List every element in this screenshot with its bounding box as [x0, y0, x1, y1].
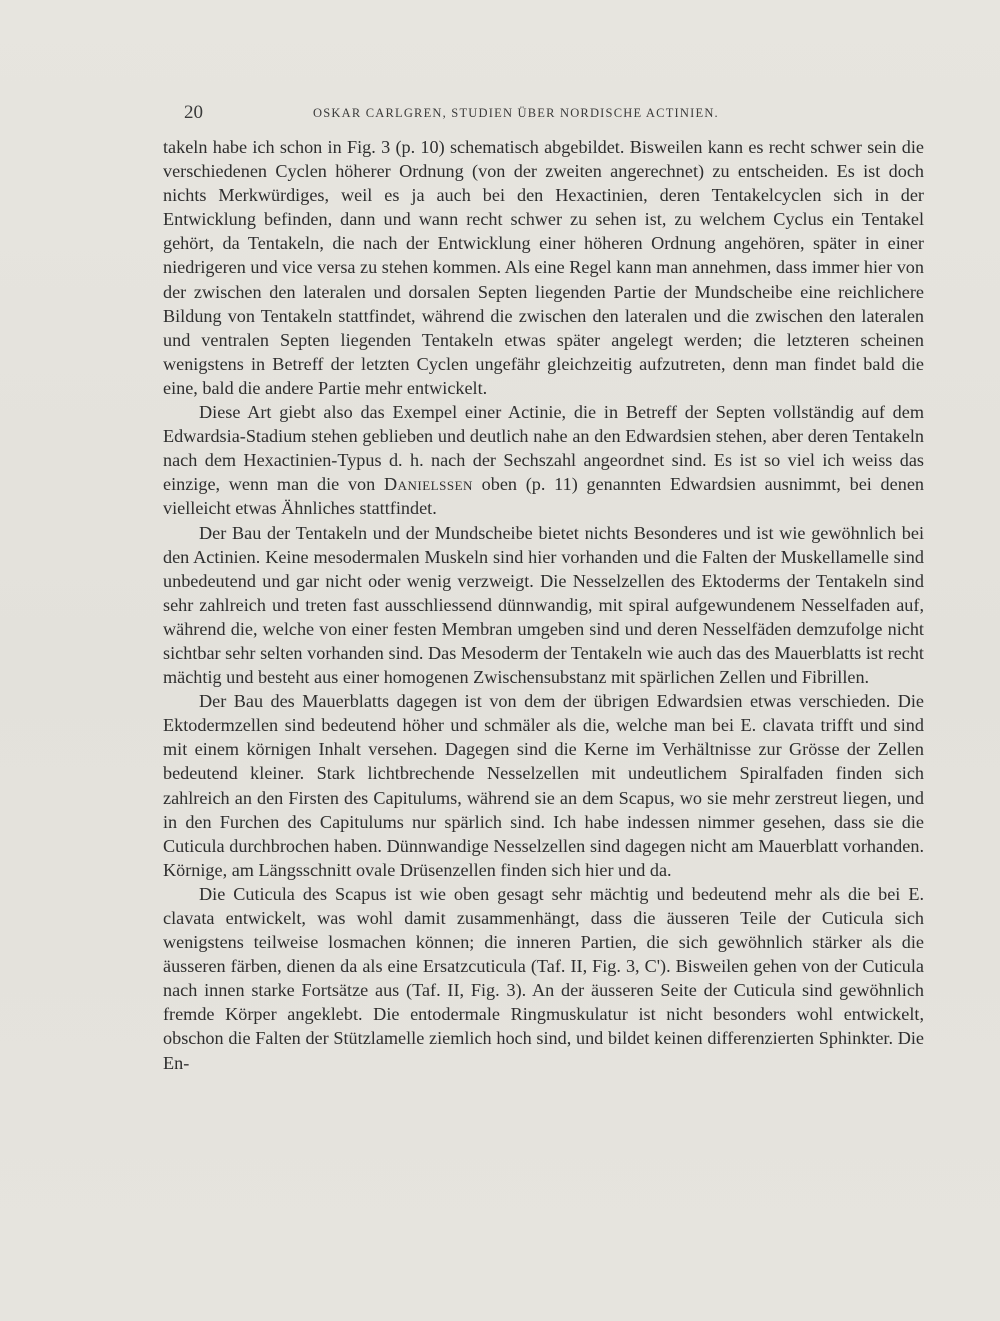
paragraph-text: Der Bau des Mauerblatts dagegen ist von dem der übrigen Edwardsien etwas verschieden. Die Ektodermzellen sind bedeutend höher und schmäler als die, welche man bei E. clavata trifft und sind mit einem körnigen Inhalt versehen. Dagegen sind die Kerne im Verhältnisse zur Grösse der Zellen bedeutend kleiner. Stark lichtbrechende Nesselzellen mit undeutlichem Spiralfaden finden sich zahlreich an den Firsten des Capitulums, während sie an dem Scapus, wo sie mehr zerstreut liegen, und in den Furchen des Capitulums nur spärlich sind. Ich habe indessen nimmer gesehen, dass sie die Cuticula durchbrochen haben. Dünnwandige Nesselzellen sind dagegen nicht am Mauerblatt vorhanden. Körnige, am Längsschnitt ovale Drüsenzellen finden sich hier und da. [163, 691, 924, 880]
page-number: 20 [184, 102, 203, 123]
paragraph-1 [163, 135, 924, 400]
paragraph-2 [163, 400, 924, 520]
paragraph-3 [163, 521, 924, 690]
paragraph-text: takeln habe ich schon in Fig. 3 (p. 10) schematisch abgebildet. Bisweilen kann es recht schwer sein die verschiedenen Cyclen höherer Ordnung (von der zweiten angerechnet) zu entscheiden. Es ist doch nichts Merkwürdiges, weil es ja auch bei den Hexactinien, deren Tentakelcyclen sich in der Entwicklung befinden, dann und wann recht schwer zu sehen ist, zu welchem Cyclus ein Tentakel gehört, da Tentakeln, die nach der Entwicklung einer höheren Ordnung angehören, später in einer niedrigeren und vice versa zu stehen kommen. Als eine Regel kann man annehmen, dass immer hier von der zwischen den lateralen und dorsalen Septen liegenden Partie der Mundscheibe eine reichlichere Bildung von Tentakeln stattfindet, während die zwischen den lateralen und die zwischen den lateralen und ventralen Septen liegenden Tentakeln etwas später angelegt werden; die letzteren scheinen wenigstens in Betreff der letzten Cyclen ungefähr gleichzeitig aufzutreten, denn man findet bald die eine, bald die andere Partie mehr entwickelt. [163, 137, 924, 398]
paragraph-text: Der Bau der Tentakeln und der Mundscheibe bietet nichts Besonderes und ist wie gewöhnlich bei den Actinien. Keine mesodermalen Muskeln sind hier vorhanden und die Falten der Muskellamelle sind unbedeutend und gar nicht oder wenig verzweigt. Die Nesselzellen des Ektoderms der Tentakeln sind sehr zahlreich und treten fast ausschliessend dünnwandig, mit spiral aufgewundenem Nesselfaden auf, während die, welche von einer festen Membran umgeben sind und deren Nesselfäden demzufolge nicht sichtbar sehr selten vorhanden sind. Das Mesoderm der Tentakeln wie auch das des Mauerblatts ist recht mächtig und besteht aus einer homogenen Zwischensubstanz mit spärlichen Zellen und Fibrillen. [163, 522, 924, 688]
paragraph-text: Die Cuticula des Scapus ist wie oben gesagt sehr mächtig und bedeutend mehr als die bei E. clavata entwickelt, was wohl damit zusammenhängt, dass die äusseren Teile der Cuticula sich wenigstens teilweise losmachen können; die inneren Partien, die sich gewöhnlich stärker als die äusseren färben, dienen da als eine Ersatzcuticula (Taf. II, Fig. 3, C'). Bisweilen gehen von der Cuticula nach innen starke Fortsätze aus (Taf. II, Fig. 3). An der äusseren Seite der Cuticula sind gewöhnlich fremde Körper angeklebt. Die entodermale Ringmuskulatur ist nicht besonders wohl entwickelt, obschon die Falten der Stützlamelle ziemlich hoch sind, und bildet keinen differenzierten Sphinkter. Die En- [163, 883, 924, 1073]
paragraph-text: oben (p. 11) genannten Edwardsien ausnimmt, bei denen vielleicht etwas Ähnliches stattfindet. [163, 474, 924, 519]
body-text [163, 135, 924, 1075]
paragraph-5 [163, 882, 924, 1075]
running-head: OSKAR CARLGREN, STUDIEN ÜBER NORDISCHE ACTINIEN. [313, 106, 719, 120]
page-header [163, 100, 770, 128]
paragraph-4 [163, 689, 924, 882]
paragraph-text: Diese Art giebt also das Exempel einer Actinie, die in Betreff der Septen vollständig auf dem Edwardsia-Stadium stehen geblieben und deutlich nahe an den Edwardsien stehen, aber deren Tentakeln nach dem Hexactinien-Typus d. h. nach der Sechszahl angeordnet sind. Es ist so viel ich weiss das einzige, wenn man die von [163, 402, 924, 495]
author-name-danielssen: Danielssen [383, 474, 473, 495]
